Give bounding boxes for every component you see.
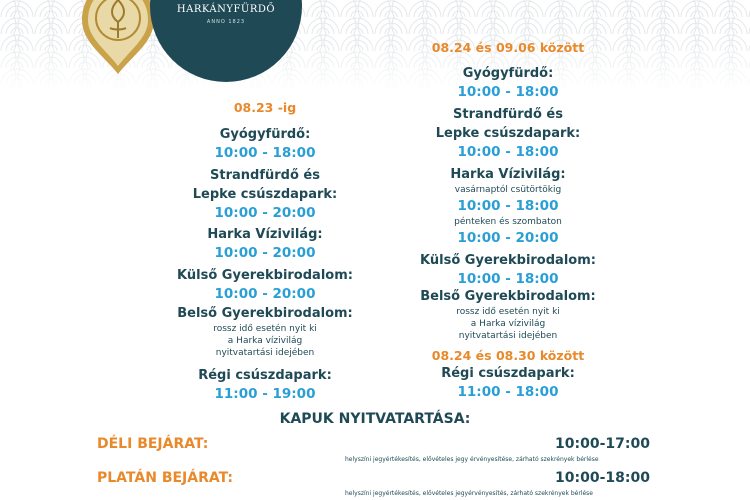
facility-label: Strandfürdő és xyxy=(453,107,563,122)
gate-platan-note: helyszíni jegyértékesítés, elővételes jegyérvényesítés, zárható szekrények bérlése xyxy=(345,490,593,497)
facility-label: Külső Gyerekbirodalom: xyxy=(177,268,353,283)
facility-label: Belső Gyerekbirodalom: xyxy=(177,306,353,321)
left-block-belso xyxy=(165,304,365,359)
left-block-strand xyxy=(165,166,365,223)
facility-hours: 10:00 - 20:00 xyxy=(214,286,316,302)
facility-label: Külső Gyerekbirodalom: xyxy=(420,253,596,268)
facility-label: Lepke csúszdapark: xyxy=(192,187,338,202)
facility-hours: 10:00 - 18:00 xyxy=(457,198,559,214)
brand-name: HARKÁNYFÜRDŐ xyxy=(176,4,276,15)
gates-title: KAPUK NYITVATARTÁSA: xyxy=(279,411,471,427)
left-column xyxy=(165,98,365,404)
right-period-2: 08.24 és 08.30 között xyxy=(431,348,585,363)
right-block-gyogyfurdo xyxy=(398,64,618,102)
facility-hours: 10:00 - 18:00 xyxy=(457,84,559,100)
left-block-kulso xyxy=(165,266,365,304)
facility-note: nyitvatartási idejében xyxy=(458,331,558,341)
right-block-regi xyxy=(398,365,618,401)
brand-anno: ANNO 1823 xyxy=(206,19,246,25)
right-block-belso xyxy=(398,288,618,342)
facility-label: Strandfürdő és xyxy=(210,168,320,183)
left-block-harka xyxy=(165,225,365,263)
facility-hours: 10:00 - 20:00 xyxy=(457,230,559,246)
gate-deli-name: DÉLI BEJÁRAT: xyxy=(97,436,209,452)
facility-note: a Harka vízivilág xyxy=(470,319,546,329)
facility-label: Régi csúszdapark: xyxy=(198,368,332,383)
facility-label: Régi csúszdapark: xyxy=(441,366,575,381)
left-block-regi xyxy=(165,366,365,404)
facility-hours: 10:00 - 18:00 xyxy=(214,145,316,161)
facility-note: pénteken és szombaton xyxy=(454,217,562,227)
facility-label: Belső Gyerekbirodalom: xyxy=(420,289,596,304)
left-block-gyogyfurdo xyxy=(165,125,365,163)
right-block-harka xyxy=(398,165,618,248)
gate-deli-hours: 10:00-17:00 xyxy=(555,436,650,452)
facility-note: rossz idő esetén nyit ki xyxy=(456,307,560,317)
facility-note: rossz idő esetén nyit ki xyxy=(213,324,317,334)
facility-note: a Harka vízivilág xyxy=(227,336,303,346)
gate-platan-name: PLATÁN BEJÁRAT: xyxy=(97,470,234,486)
facility-hours: 11:00 - 19:00 xyxy=(214,386,316,402)
gate-platan-hours: 10:00-18:00 xyxy=(555,470,650,486)
right-period: 08.24 és 09.06 között xyxy=(431,40,585,55)
facility-label: Lepke csúszdapark: xyxy=(435,126,581,141)
left-period: 08.23 -ig xyxy=(233,100,297,115)
award-seal-icon xyxy=(80,0,156,74)
right-block-kulso xyxy=(398,252,618,288)
facility-label: Harka Vízivilág: xyxy=(450,167,566,182)
right-block-strand xyxy=(398,105,618,162)
facility-hours: 10:00 - 18:00 xyxy=(457,271,559,287)
facility-label: Harka Vízivilág: xyxy=(207,227,323,242)
facility-hours: 10:00 - 20:00 xyxy=(214,245,316,261)
facility-hours: 10:00 - 18:00 xyxy=(457,144,559,160)
facility-label: Gyógyfürdő: xyxy=(219,127,311,142)
gate-deli-note: helyszíni jegyértékesítés, elővételes jegy érvényesítése, zárható szekrények bérlése xyxy=(345,456,599,463)
facility-note: vasárnaptól csütörtökig xyxy=(454,185,562,195)
facility-hours: 10:00 - 20:00 xyxy=(214,205,316,221)
facility-note: nyitvatartási idejében xyxy=(215,348,315,358)
right-column xyxy=(398,38,618,401)
facility-label: Gyógyfürdő: xyxy=(462,66,554,81)
facility-hours: 11:00 - 18:00 xyxy=(457,384,559,400)
